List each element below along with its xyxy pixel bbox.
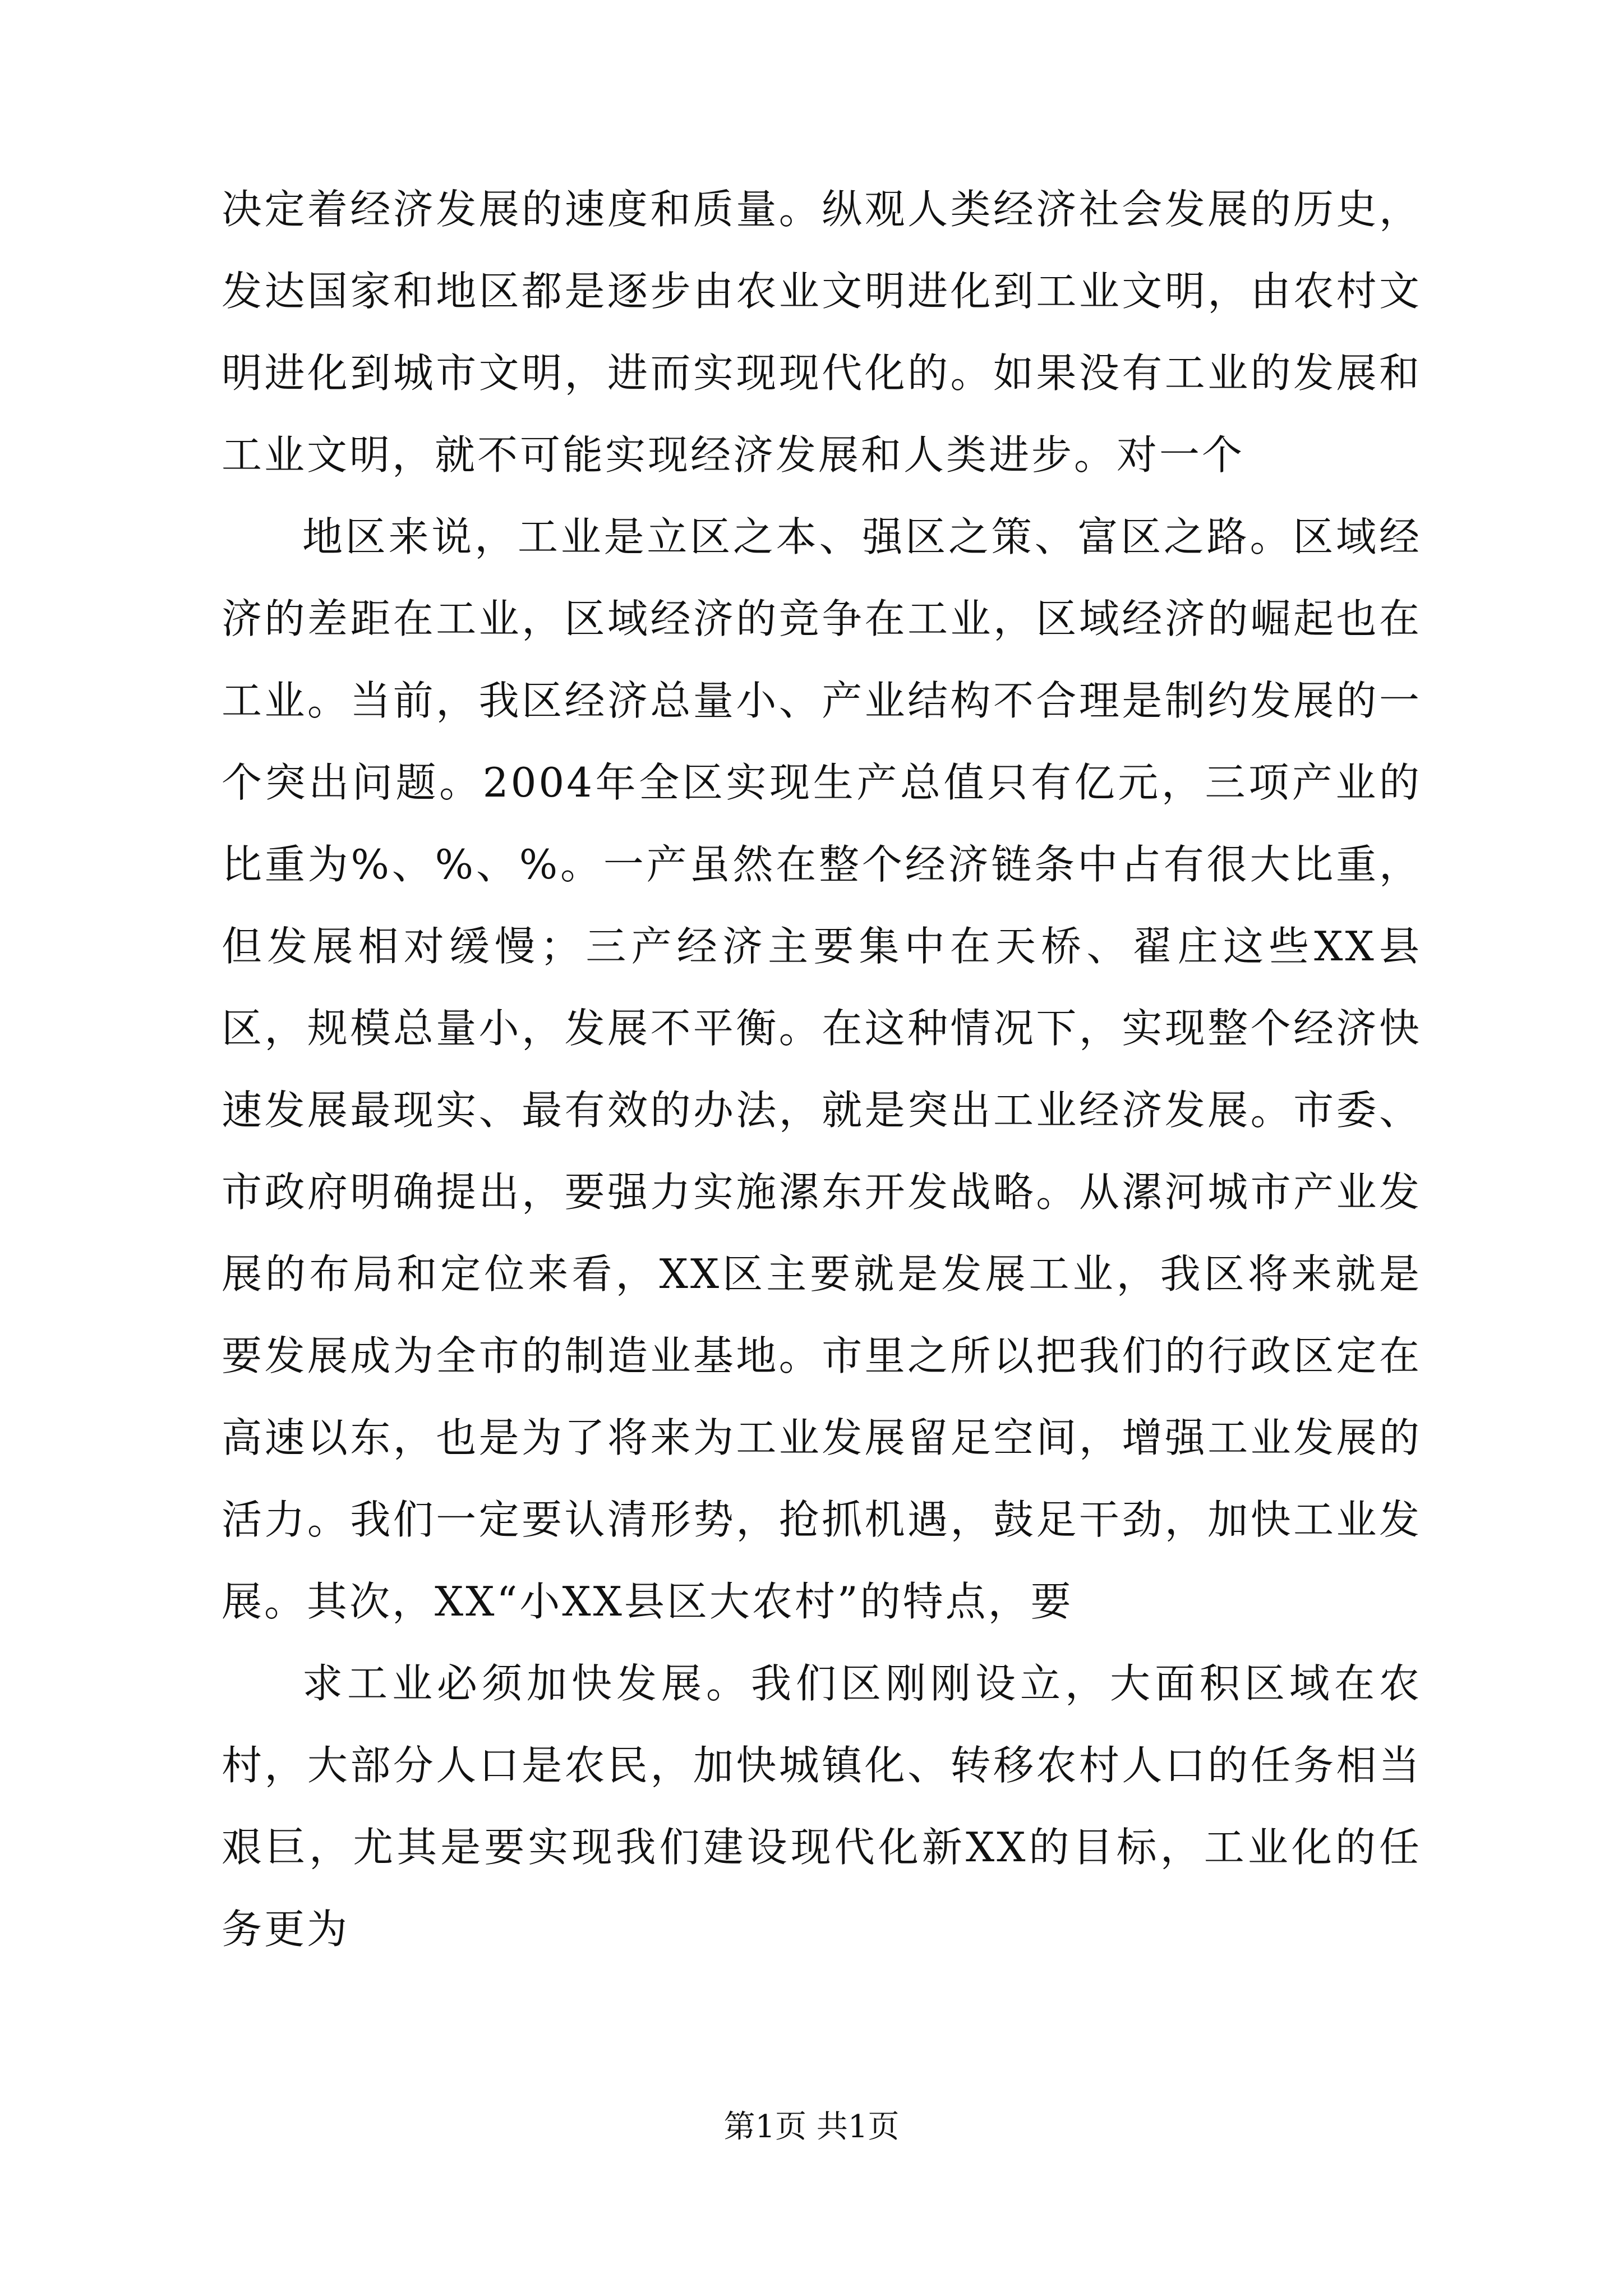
- page-footer: [0, 2105, 1623, 2150]
- paragraph-3: 求工业必须加快发展。我们区刚刚设立，大面积区域在农村，大部分人口是农民，加快城镇化、转移农村人口的任务相当艰巨，尤其是要实现我们建设现代化新XX的目标，工业化的任务更为: [222, 1660, 1422, 1953]
- paragraph-2: 地区来说，工业是立区之本、强区之策、富区之路。区域经济的差距在工业，区域经济的竞争在工业，区域经济的崛起也在工业。当前，我区经济总量小、产业结构不合理是制约发展的一个突出问题。2004年全区实现生产总值只有亿元，三项产业的比重为%、%、%。一产虽然在整个经济链条中占有很大比重，但发展相对缓慢；三产经济主要集中在天桥、翟庄这些XX县区，规模总量小，发展不平衡。在这种情况下，实现整个经济快速发展最现实、最有效的办法，就是突出工业经济发展。市委、市政府明确提出，要强力实施漯东开发战略。从漯河城市产业发展的布局和定位来看，XX区主要就是发展工业，我区将来就是要发展成为全市的制造业基地。市里之所以把我们的行政区定在高速以东，也是为了将来为工业发展留足空间，增强工业发展的活力。我们一定要认清形势，抢抓机遇，鼓足干劲，加快工业发展。其次，XX“小XX县区大农村”的特点，要: [222, 513, 1422, 1625]
- page-number-label: 第1页 共1页: [723, 2109, 900, 2145]
- document-body: [222, 168, 1422, 1970]
- paragraph-1: 决定着经济发展的速度和质量。纵观人类经济社会发展的历史，发达国家和地区都是逐步由农业文明进化到工业文明，由农村文明进化到城市文明，进而实现现代化的。如果没有工业的发展和工业文明，就不可能实现经济发展和人类进步。对一个: [222, 186, 1422, 478]
